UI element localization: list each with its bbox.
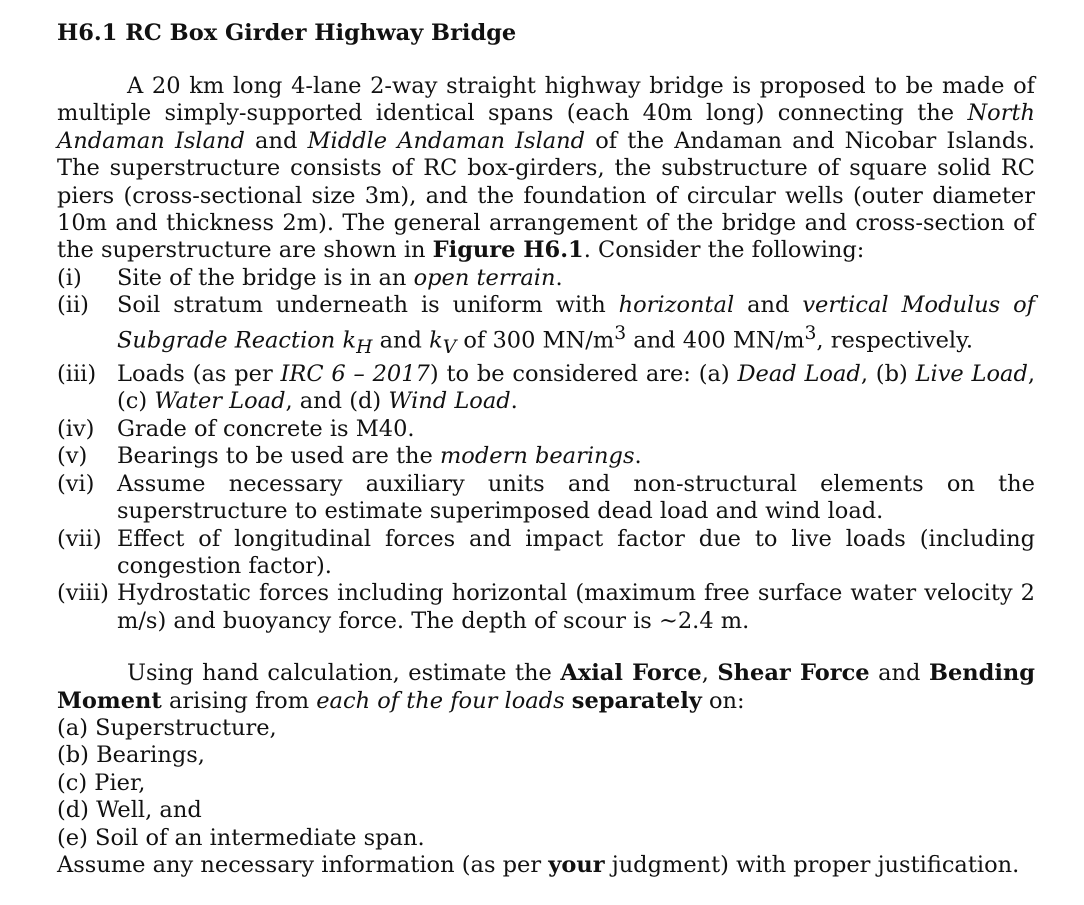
target-item: (d) Well, and [57, 797, 202, 824]
list-item [57, 265, 1035, 292]
text-run: . [634, 443, 642, 470]
list-item-number: (v) [57, 443, 88, 470]
text-run: Site of the bridge is in an [117, 264, 414, 291]
task-paragraph [57, 660, 1035, 715]
list-item-text: Hydrostatic forces including horizontal (maximum free surface water velocity 2 m/s) and buoyancy force. The depth of scour is ~2.4 m. [117, 580, 1035, 634]
text-run: . [510, 388, 518, 415]
list-item-text: Grade of concrete is M40. [117, 415, 415, 442]
list-item-number: (ii) [57, 292, 89, 319]
italic-run: Middle Andaman Island [307, 127, 586, 154]
list-item-number: (i) [57, 264, 82, 291]
italic-run: k [429, 327, 443, 354]
list-item-number: (iii) [57, 361, 97, 388]
text-run [565, 688, 572, 714]
document-page [57, 18, 1035, 879]
list-item-number: (vi) [57, 470, 95, 497]
intro-paragraph [57, 73, 1035, 265]
text-run: judgment) with proper justification. [604, 851, 1020, 878]
italic-run: IRC 6 – 2017 [280, 361, 430, 388]
subscript-run: V [442, 336, 457, 358]
target-item: (a) Superstructure, [57, 714, 277, 741]
list-item [57, 471, 1035, 526]
text-run: and [244, 127, 308, 154]
text-run: , (b) [860, 361, 916, 388]
italic-run: Water Load [154, 388, 286, 415]
targets-list [57, 715, 1035, 852]
target-item: (c) Pier, [57, 769, 146, 796]
text-run: of the Andaman and Nicobar Islands. The superstructure consists of RC box-girders, the substructure of square solid RC piers (cross-sectional size 3m), and the foundation of circular wells (outer diameter 10m and thickness 2m). The general arrangement of the bridge and cross-section of the superstructure are shown in [57, 127, 1036, 264]
text-run: and [734, 292, 803, 319]
bold-run: Shear Force [717, 660, 870, 687]
text-run: and [372, 327, 430, 354]
bold-run: Bending Moment [57, 660, 1035, 714]
italic-run: Dead Load [737, 361, 861, 388]
text-run: , and (d) [285, 388, 389, 415]
bold-run: your [548, 851, 605, 878]
list-item-text [117, 443, 1035, 470]
list-item-text: Assume necessary auxiliary units and non-structural elements on the superstructure to estimate superimposed dead load and wind load. [117, 470, 1035, 525]
text-run: arising from [161, 687, 317, 714]
text-run: and [869, 660, 929, 687]
section-heading: H6.1 RC Box Girder Highway Bridge [57, 20, 517, 46]
bold-run: separately [571, 687, 702, 714]
text-run: Bearings to be used are the [117, 443, 440, 470]
italic-run: Live Load [915, 361, 1028, 388]
italic-run: each of the four loads [316, 687, 565, 714]
figure-reference: Figure H6.1 [432, 237, 584, 264]
list-item-text [117, 292, 1035, 361]
target-item: (e) Soil of an intermediate span. [57, 824, 425, 851]
text-run: on: [701, 687, 745, 714]
list-item [57, 416, 1035, 443]
list-item [57, 443, 1035, 470]
text-run: Using hand calculation, estimate the [127, 660, 561, 687]
text-run: Soil stratum underneath is uniform with [117, 292, 619, 319]
list-item [57, 580, 1035, 635]
italic-run: North Andaman Island [57, 100, 1035, 154]
text-run: and 400 MN/m [626, 327, 805, 354]
list-item [57, 292, 1035, 361]
list-item [57, 361, 1035, 416]
considerations-list [57, 265, 1035, 635]
text-run: , respectively. [816, 327, 973, 354]
list-item-number: (iv) [57, 415, 95, 442]
list-item-text [117, 361, 1035, 416]
text-run: , (c) [117, 361, 1036, 415]
italic-run: horizontal [618, 292, 735, 319]
text-run: Assume any necessary information (as per [57, 851, 549, 878]
list-item-number: (viii) [57, 580, 109, 607]
list-item-text [117, 265, 1035, 292]
list-item [57, 526, 1035, 581]
superscript-run: 3 [614, 322, 627, 344]
subscript-run: H [356, 336, 373, 358]
italic-run: modern bearings [439, 443, 635, 470]
text-run: , [701, 660, 718, 687]
italic-run: open terrain [413, 264, 556, 291]
closing-sentence [57, 852, 1035, 879]
text-run: . Consider the following: [583, 237, 865, 264]
text-run: of 300 MN/m [456, 327, 615, 354]
bold-run: Axial Force [560, 660, 702, 687]
text-run: A 20 km long 4-lane 2-way straight highway bridge is proposed to be made of multiple simply-supported identical spans (each 40m long) connecting the [57, 73, 1035, 127]
text-run: ) to be considered are: (a) [429, 361, 738, 388]
text-run: Loads (as per [117, 361, 281, 388]
list-item-text: Effect of longitudinal forces and impact factor due to live loads (including congestion factor). [117, 525, 1035, 579]
target-item: (b) Bearings, [57, 742, 205, 769]
italic-run: vertical Modulus of Subgrade Reaction k [117, 292, 1035, 354]
text-run: . [555, 264, 563, 291]
italic-run: Wind Load [388, 388, 511, 415]
superscript-run: 3 [804, 322, 817, 344]
list-item-number: (vii) [57, 525, 102, 552]
